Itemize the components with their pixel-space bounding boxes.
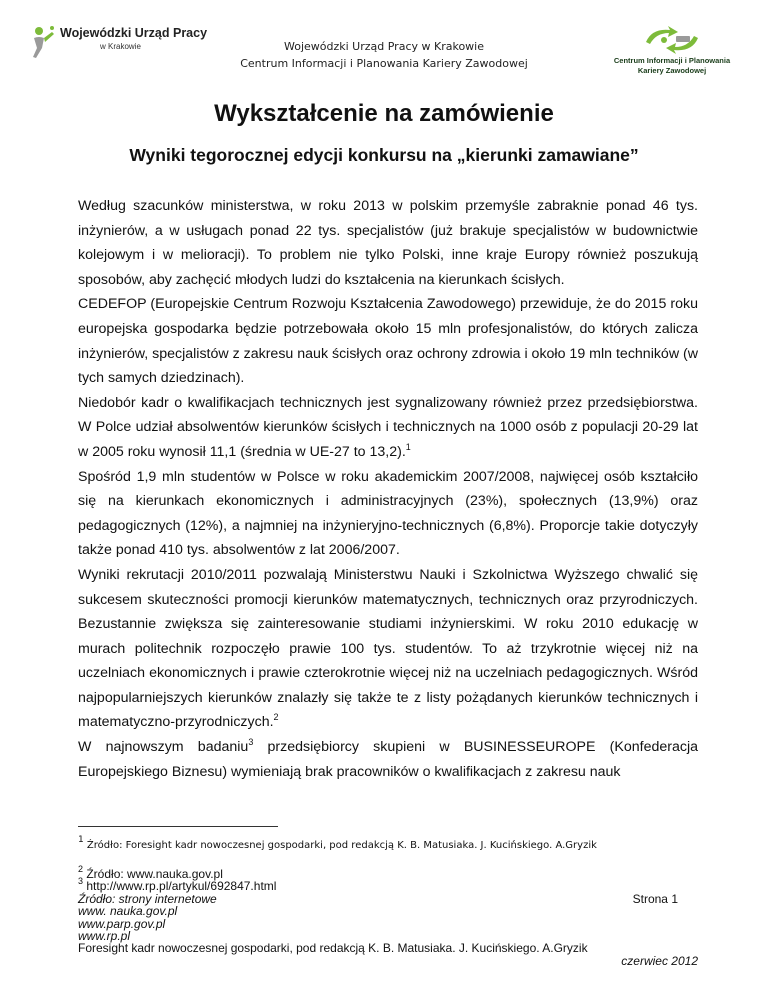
paragraph-6-text-b: przedsiębiorcy skupieni w BUSINESSEUROPE (Konfederacja Europejskiego Biznesu) wymieniają brak pracowników o kwalifikacjach z zakresu nauk (78, 739, 698, 780)
header-line-centre: Centrum Informacji i Planowania Kariery Zawodowej (240, 57, 528, 70)
footnote-2-number: 2 (78, 864, 84, 874)
source-rp: www.rp.pl (78, 929, 131, 944)
paragraph-5-text: Wyniki rekrutacji 2010/2011 pozwalają Ministerstwu Nauki i Szkolnictwa Wyższego chwalić się sukcesem skuteczności promocji kierunków matematycznych, technicznych oraz przyrodniczych. Bezustannie zwiększa się zainteresowanie studiami inżynierskimi. W roku 2010 edukację w murach politechnik rozpoczęło prawie 100 tys. studentów. To aż trzykrotnie więcej niż na uczelniach ekonomicznych i prawie czterokrotnie więcej niż na uczelniach pedagogicznych. Wśród najpopularniejszych kierunków znalazły się także te z listy pożądanych kierunków technicznych i matematyczno-przyrodniczych. (78, 566, 698, 731)
paragraph-6-text-a: W najnowszym badaniu (78, 739, 249, 756)
footnote-1-number: 1 (78, 835, 84, 845)
wup-logo-name: Wojewódzki Urząd Pracy (60, 26, 208, 40)
footnote-ref-1: 1 (405, 441, 411, 452)
source-nauka: www. nauka.gov.pl (78, 904, 178, 919)
page-subtitle: Wyniki tegorocznej edycji konkursu na „kierunki zamawiane” (129, 145, 639, 165)
footnote-3-text: http://www.rp.pl/artykul/692847.html (83, 879, 277, 894)
footnote-1-text: Źródło: Foresight kadr nowoczesnej gospodarki, pod redakcją K. B. Matusiaka. J. Kucińskiego. A.Gryzik (83, 840, 597, 851)
footnote-3-number: 3 (78, 876, 84, 887)
footnote-1 (78, 835, 597, 851)
source-parp: www.parp.gov.pl (78, 916, 166, 931)
cipkz-logo (612, 24, 732, 84)
arrows-cycle-logo-icon (612, 24, 732, 56)
footnote-separator (78, 826, 278, 827)
footnote-ref-2: 2 (273, 712, 279, 723)
paragraph-3 (78, 391, 698, 465)
wup-logo-city: w Krakowie (100, 42, 141, 51)
paragraph-1: Według szacunków ministerstwa, w roku 2013 w polskim przemyśle zabraknie ponad 46 tys. inżynierów, a w usługach ponad 22 tys. specjalistów (już brakuje specjalistów w budownictwie kolejowym i w melioracji). To problem nie tylko Polski, inne kraje Europy również poszukują sposobów, aby zachęcić młodych ludzi do kształcenia na kierunkach ścisłych. (78, 198, 698, 288)
cipkz-logo-line1: Centrum Informacji i Planowania (613, 56, 731, 65)
paragraph-5 (78, 563, 698, 735)
document-date: czerwiec 2012 (621, 953, 698, 968)
source-foresight: Foresight kadr nowoczesnej gospodarki, pod redakcją K. B. Matusiaka. J. Kucińskiego. A.Gryzik (78, 941, 588, 956)
footnote-ref-3: 3 (248, 737, 254, 748)
footer-block (78, 864, 698, 968)
paragraph-6 (78, 735, 698, 784)
sources-row (78, 893, 698, 905)
cipkz-logo-line2: Kariery Zawodowej (637, 66, 707, 75)
paragraph-4: Spośród 1,9 mln studentów w Polsce w roku akademickim 2007/2008, najwięcej osób kształciło się na kierunkach ekonomicznych i administracyjnych (23%), społecznych (13,9%) oraz pedagogicznych (12%), a najmniej na inżynieryjno-technicznych (6,8%). Proporcje takie dotyczyły także ponad 410 tys. absolwentów z lat 2006/2007. (78, 468, 698, 559)
article-body (78, 194, 698, 784)
paragraph-3-text: Niedobór kadr o kwalifikacjach technicznych jest sygnalizowany również przez przedsiębiorstwa. W Polce udział absolwentów kierunków ścisłych i technicznych na 1000 osób z populacji 20-29 lat w 2005 roku wynosił 11,1 (średnia w UE-27 to 13,2). (78, 394, 698, 460)
page-title: Wykształcenie na zamówienie (214, 100, 554, 127)
footnote-2-text: Źródło: www.nauka.gov.pl (83, 867, 223, 881)
page-number: Strona 1 (632, 891, 678, 906)
paragraph-2: CEDEFOP (Europejskie Centrum Rozwoju Kształcenia Zawodowego) przewiduje, że do 2015 roku europejska gospodarka będzie potrzebowała około 15 mln profesjonalistów, do których zalicza inżynierów, specjalistów z zakresu nauk ścisłych oraz ochrony zdrowia i około 19 mln techników (w tych samych dziedzinach). (78, 296, 698, 387)
header-line-office: Wojewódzki Urząd Pracy w Krakowie (283, 40, 484, 53)
sources-label: Źródło: strony internetowe (78, 891, 217, 906)
